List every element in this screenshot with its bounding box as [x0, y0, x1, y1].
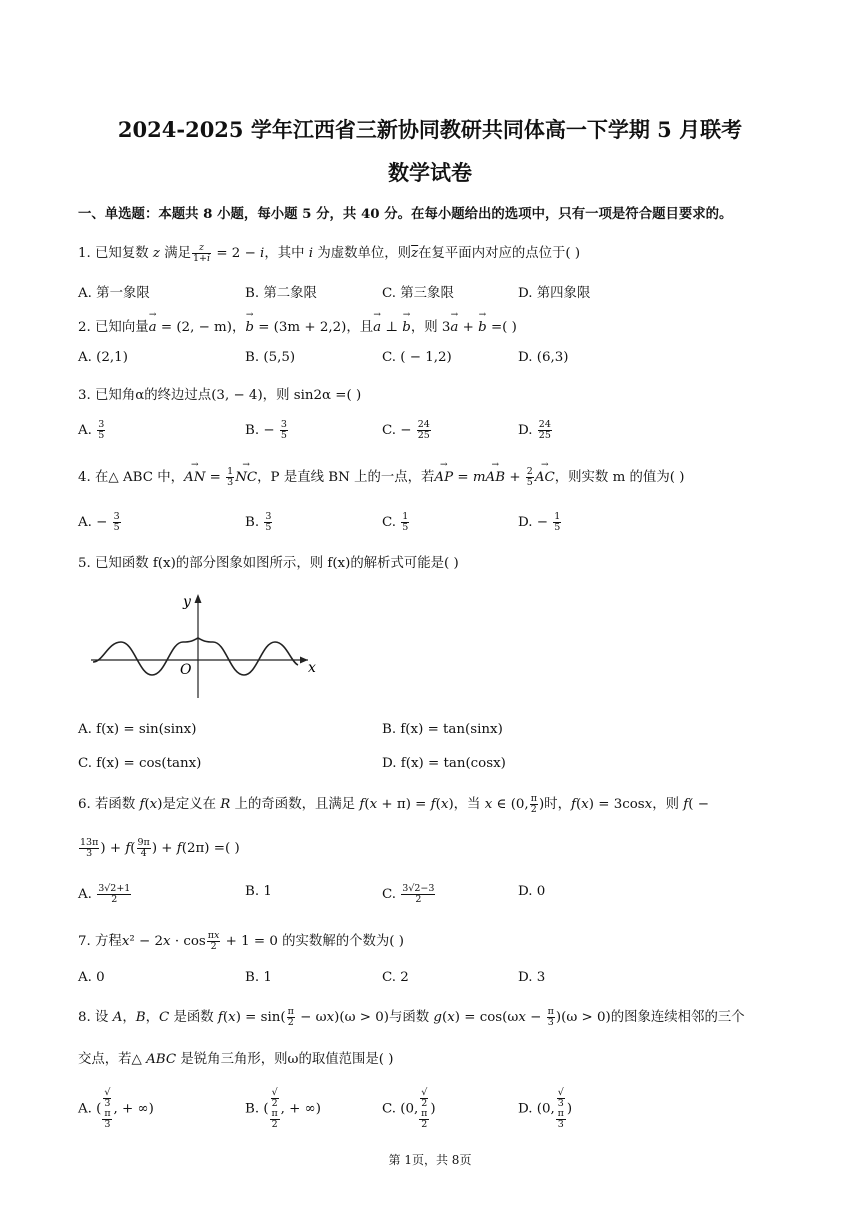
q3-option-d[interactable]: D. $\frac{24}{25}$ [518, 419, 551, 441]
q2-text: ，则 3 [410, 320, 451, 335]
q4-option-c[interactable]: C. $\frac{1}{5}$ [382, 511, 409, 533]
q4-text: 4. 在△ ABC 中， [78, 470, 185, 485]
exam-subtitle: 数学试卷 [388, 160, 472, 185]
q2-text: + [458, 320, 479, 335]
q1-text: 在复平面内对应的点位于( ) [418, 246, 581, 261]
q2-options [78, 350, 778, 372]
y-axis-arrow-icon [195, 594, 202, 603]
question-6-line2: $\frac{13\pi}{3}$ ) + f( $\frac{9\pi}{4}$ ) + f(2π) =( ) [80, 837, 240, 859]
fraction: $\frac{z}{1+i}$ [192, 242, 211, 264]
question-6-line1: 6. 若函数 f(x)是定义在 R 上的奇函数，且满足 f(x + π) = f(x)，当 x ∈ (0, $\frac{\pi}{2}$ )时，f(x) = 3cosx，则 f( − [78, 793, 709, 815]
q1-text: ，其中 [264, 246, 305, 261]
question-3: 3. 已知角α的终边过点(3, − 4)，则 sin2α =( ) [78, 388, 362, 403]
exam-title: 2024-2025 学年江西省三新协同教研共同体高一下学期 5 月联考 [117, 117, 743, 142]
q2-text: 2. 已知向量 [78, 320, 149, 335]
q2-text: = (3m + 2,2)，且 [253, 320, 374, 335]
q6-option-d[interactable]: D. 0 [518, 884, 546, 899]
q3-option-a[interactable]: A. $\frac{3}{5}$ [78, 419, 105, 441]
question-1: 1. 已知复数 z 满足 $\frac{z}{1+i}$ = 2 − i，其中 i 为虚数单位，则$\overline{z}$在复平面内对应的点位于( ) [78, 242, 581, 264]
q6-option-a[interactable]: A. $\frac{3√2+1}{2}$ [78, 883, 131, 905]
q5-option-a[interactable]: A. f(x) = sin(sinx) [78, 722, 197, 737]
q1-option-b[interactable]: B. 第二象限 [245, 286, 317, 301]
q4-option-d[interactable]: D. − $\frac{1}{5}$ [518, 511, 561, 533]
q7-option-b[interactable]: B. 1 [245, 970, 272, 985]
q1-text: 1. 已知复数 [78, 246, 149, 261]
q2-option-c[interactable]: C. ( − 1,2) [382, 350, 452, 365]
q2-text: =( ) [486, 320, 517, 335]
q4-text: ，则实数 m 的值为( ) [554, 470, 685, 485]
q8-option-b[interactable]: B. ( √ 2 π 2 , + ∞) [245, 1087, 321, 1130]
y-label: y [183, 594, 191, 610]
q7-options [78, 970, 778, 992]
function-graph [88, 590, 328, 702]
question-2: 2. 已知向量→ a = (2, − m)，→ b = (3m + 2,2)，且→ a ⊥ → b，则 3→ a + → b =( ) [78, 316, 517, 335]
x-label: x [308, 660, 316, 676]
page-footer: 第 1页，共 8页 [388, 1153, 472, 1167]
q8-option-a[interactable]: A. ( √ 3 π 3 , + ∞) [78, 1087, 154, 1130]
q2-option-b[interactable]: B. (5,5) [245, 350, 296, 365]
q1-option-d[interactable]: D. 第四象限 [518, 286, 591, 301]
question-7: 7. 方程x² − 2x · cos $\frac{\pi x}{2}$ + 1 = 0 的实数解的个数为( ) [78, 930, 404, 952]
q6-options [78, 884, 778, 906]
q1-text: 满足 [164, 246, 191, 261]
q6-option-b[interactable]: B. 1 [245, 884, 272, 899]
q1-option-c[interactable]: C. 第三象限 [382, 286, 454, 301]
q5-options-row1 [78, 722, 778, 744]
q1-option-a[interactable]: A. 第一象限 [78, 286, 150, 301]
q1-text: 为虚数单位，则 [317, 246, 412, 261]
q5-option-b[interactable]: B. f(x) = tan(sinx) [382, 722, 503, 737]
q3-option-c[interactable]: C. − $\frac{24}{25}$ [382, 419, 430, 441]
question-8-line2: 交点，若△ ABC 是锐角三角形，则ω的取值范围是( ) [78, 1052, 394, 1067]
curve [93, 638, 298, 675]
q3-option-b[interactable]: B. − $\frac{3}{5}$ [245, 419, 287, 441]
q2-text: = (2, − m)， [156, 320, 246, 335]
q3-options [78, 420, 778, 442]
q5-option-d[interactable]: D. f(x) = tan(cosx) [382, 756, 506, 771]
q7-option-a[interactable]: A. 0 [78, 970, 105, 985]
question-4: 4. 在△ ABC 中，→ AN = $\frac{1}{3}$ → NC，P 是直线 BN 上的一点，若→ AP = m→ AB + $\frac{2}{5}$ → AC，则实数 m 的值为( ) [78, 466, 684, 488]
q8-option-d[interactable]: D. (0, √ 3 π 3 ) [518, 1087, 573, 1130]
q6-option-c[interactable]: C. $\frac{3√2-3}{2}$ [382, 883, 435, 905]
origin-label: O [180, 662, 192, 678]
section-heading: 一、单选题：本题共 8 小题，每小题 5 分，共 40 分。在每小题给出的选项中，只有一项是符合题目要求的。 [78, 206, 733, 222]
q5-option-c[interactable]: C. f(x) = cos(tanx) [78, 756, 202, 771]
q7-option-c[interactable]: C. 2 [382, 970, 409, 985]
q1-options [78, 282, 778, 304]
q8-option-c[interactable]: C. (0, √ 2 π 2 ) [382, 1087, 436, 1130]
q4-option-b[interactable]: B. $\frac{3}{5}$ [245, 511, 272, 533]
x-axis-arrow-icon [300, 657, 308, 664]
q4-options [78, 512, 778, 534]
question-8-line1: 8. 设 A，B，C 是函数 f(x) = sin( $\frac{\pi}{2}$ − ωx)(ω > 0)与函数 g(x) = cos(ωx − $\frac{\pi}{3}$ )(ω > 0)的图象连续相邻的三个 [78, 1006, 745, 1028]
q1-text: = 2 − [216, 246, 261, 261]
q8-options [78, 1087, 778, 1130]
question-5: 5. 已知函数 f(x)的部分图象如图所示，则 f(x)的解析式可能是( ) [78, 556, 459, 571]
q4-option-a[interactable]: A. − $\frac{3}{5}$ [78, 511, 120, 533]
q4-text: ，P 是直线 BN 上的一点，若 [257, 470, 435, 485]
q5-options-row2 [78, 756, 778, 778]
q2-option-a[interactable]: A. (2,1) [78, 350, 128, 365]
q7-option-d[interactable]: D. 3 [518, 970, 546, 985]
q2-option-d[interactable]: D. (6,3) [518, 350, 569, 365]
